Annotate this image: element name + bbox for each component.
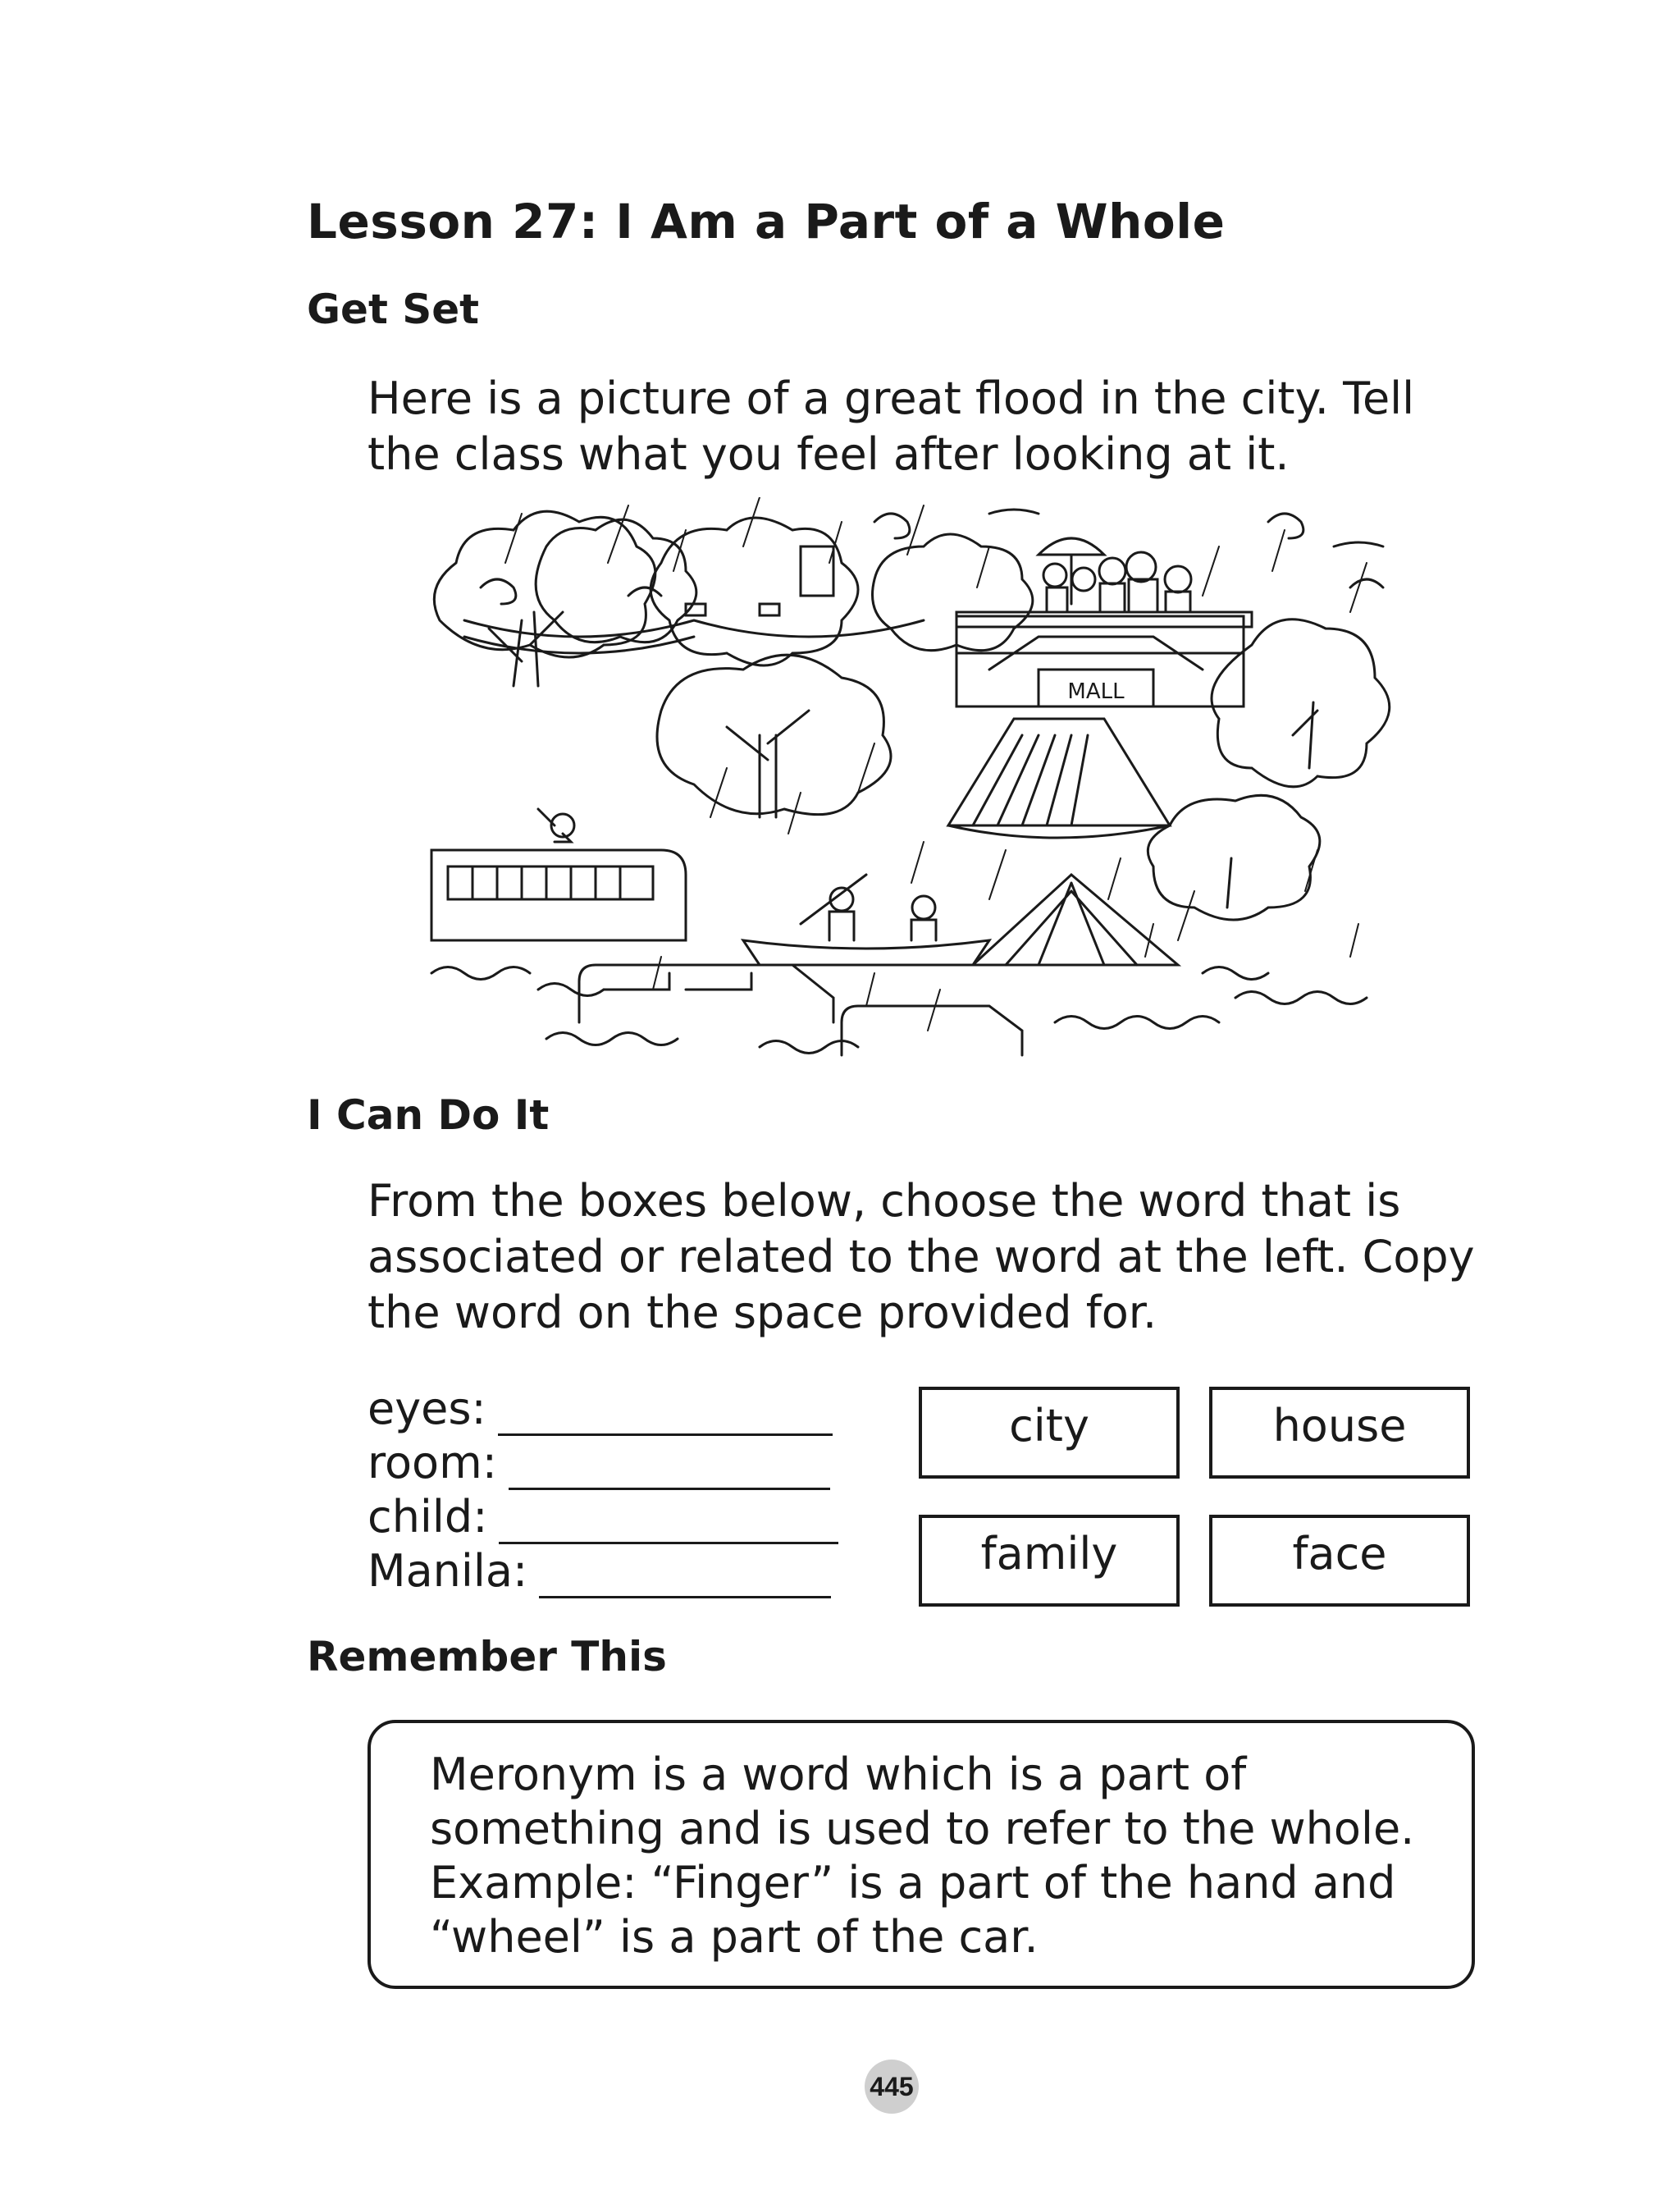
remember-line: Example: “Finger” is a part of the hand and <box>430 1857 1396 1909</box>
tree-center <box>657 655 891 817</box>
flood-illustration <box>415 497 1418 1072</box>
rain-streaks <box>505 497 1367 1031</box>
remember-line: Meronym is a word which is a part of <box>430 1749 1247 1800</box>
get-set-instructions <box>368 371 1414 482</box>
word-box-family: family <box>919 1515 1180 1607</box>
i-can-do-it-heading: I Can Do It <box>307 1091 550 1139</box>
question-eyes <box>368 1382 833 1436</box>
word-box-face: face <box>1209 1515 1470 1607</box>
answer-blank[interactable] <box>539 1558 831 1598</box>
remember-box <box>368 1720 1475 1989</box>
submerged-bus <box>431 809 686 940</box>
rooftop-people <box>1039 538 1191 612</box>
instruction-line: associated or related to the word at the left. Copy <box>368 1231 1475 1282</box>
word-box-house: house <box>1209 1387 1470 1479</box>
question-manila <box>368 1544 831 1598</box>
i-can-do-it-instructions <box>368 1173 1475 1341</box>
page-number: 445 <box>865 2060 919 2114</box>
remember-line: “wheel” is a part of the car. <box>430 1911 1039 1963</box>
question-room <box>368 1436 830 1490</box>
boat-with-people <box>743 875 989 965</box>
flood-waves <box>431 967 1367 1054</box>
instruction-line: Here is a picture of a great flood in the city. Tell <box>368 373 1415 424</box>
lesson-title: Lesson 27: I Am a Part of a Whole <box>307 194 1226 249</box>
tree-cluster-top <box>651 518 1033 665</box>
wind-swirls <box>481 510 1383 604</box>
answer-blank[interactable] <box>499 1504 838 1544</box>
mall-sign: MALL <box>1067 679 1125 704</box>
tree-cluster-left <box>434 511 696 686</box>
instruction-line: From the boxes below, choose the word that is <box>368 1175 1401 1227</box>
mall-building <box>956 612 1252 706</box>
instruction-line: the word on the space provided for. <box>368 1287 1157 1338</box>
tree-cluster-right <box>1148 620 1389 920</box>
get-set-heading: Get Set <box>307 286 480 333</box>
question-label: Manila: <box>368 1545 528 1597</box>
question-label: eyes: <box>368 1383 486 1434</box>
house-roofs <box>948 719 1178 965</box>
question-label: room: <box>368 1437 497 1488</box>
word-box-city: city <box>919 1387 1180 1479</box>
question-child <box>368 1490 838 1544</box>
remember-text <box>430 1748 1414 1964</box>
remember-line: something and is used to refer to the whole. <box>430 1803 1415 1854</box>
answer-blank[interactable] <box>509 1450 830 1490</box>
instruction-line: the class what you feel after looking at it. <box>368 428 1290 480</box>
answer-blank[interactable] <box>498 1396 833 1436</box>
question-label: child: <box>368 1491 488 1543</box>
remember-this-heading: Remember This <box>307 1633 667 1680</box>
